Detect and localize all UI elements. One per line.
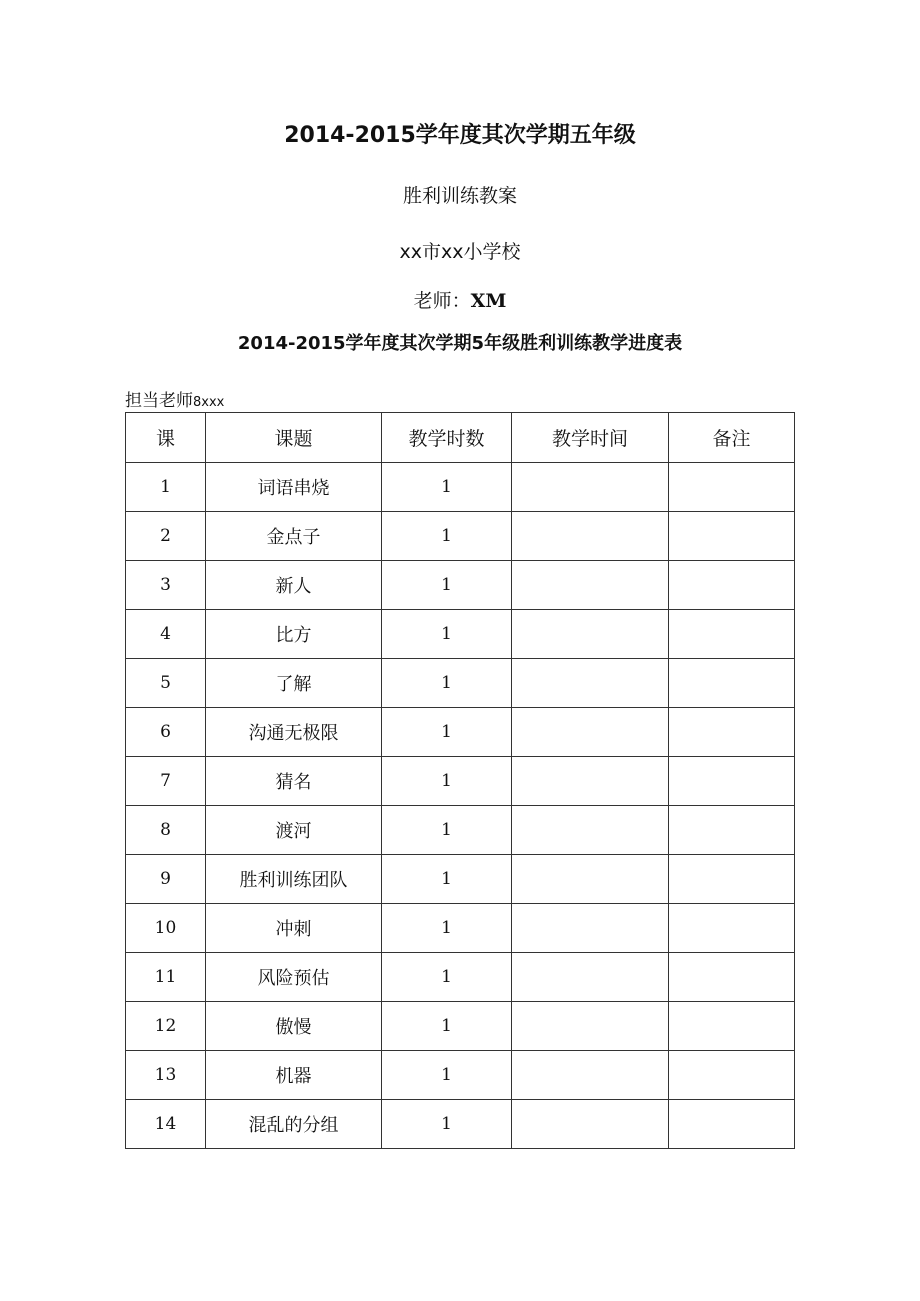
lesson-number-cell: 9 bbox=[126, 855, 206, 904]
hours-cell: 1 bbox=[382, 463, 512, 512]
topic-cell: 比方 bbox=[206, 610, 382, 659]
time-cell bbox=[512, 561, 669, 610]
lesson-number-cell: 13 bbox=[126, 1051, 206, 1100]
lesson-number-cell: 3 bbox=[126, 561, 206, 610]
topic-cell: 胜利训练团队 bbox=[206, 855, 382, 904]
table-row bbox=[126, 561, 795, 610]
lesson-number-cell: 4 bbox=[126, 610, 206, 659]
table-row bbox=[126, 904, 795, 953]
table-row bbox=[126, 512, 795, 561]
topic-cell: 词语串烧 bbox=[206, 463, 382, 512]
note-cell bbox=[669, 904, 795, 953]
school-name: xx市xx小学校 bbox=[399, 241, 521, 263]
column-header-note: 备注 bbox=[669, 413, 795, 463]
topic-cell: 傲慢 bbox=[206, 1002, 382, 1051]
hours-cell: 1 bbox=[382, 855, 512, 904]
topic-cell: 机器 bbox=[206, 1051, 382, 1100]
hours-cell: 1 bbox=[382, 1051, 512, 1100]
topic-cell: 混乱的分组 bbox=[206, 1100, 382, 1149]
schedule-table bbox=[125, 412, 795, 1149]
hours-cell: 1 bbox=[382, 561, 512, 610]
note-cell bbox=[669, 512, 795, 561]
hours-cell: 1 bbox=[382, 953, 512, 1002]
time-cell bbox=[512, 953, 669, 1002]
lesson-number-cell: 2 bbox=[126, 512, 206, 561]
column-header-lesson: 课 bbox=[126, 413, 206, 463]
note-cell bbox=[669, 463, 795, 512]
note-cell bbox=[669, 855, 795, 904]
topic-cell: 渡河 bbox=[206, 806, 382, 855]
hours-cell: 1 bbox=[382, 757, 512, 806]
lesson-number-cell: 5 bbox=[126, 659, 206, 708]
time-cell bbox=[512, 512, 669, 561]
responsible-teacher bbox=[125, 386, 224, 411]
topic-cell: 风险预估 bbox=[206, 953, 382, 1002]
responsible-label: 担当老师 bbox=[125, 391, 193, 411]
topic-cell: 沟通无极限 bbox=[206, 708, 382, 757]
hours-cell: 1 bbox=[382, 610, 512, 659]
note-cell bbox=[669, 561, 795, 610]
time-cell bbox=[512, 463, 669, 512]
teacher-label: 老师： bbox=[413, 290, 471, 312]
lesson-number-cell: 14 bbox=[126, 1100, 206, 1149]
table-row bbox=[126, 708, 795, 757]
topic-cell: 新人 bbox=[206, 561, 382, 610]
document-subtitle: 胜利训练教案 bbox=[402, 185, 517, 207]
time-cell bbox=[512, 1051, 669, 1100]
hours-cell: 1 bbox=[382, 708, 512, 757]
time-cell bbox=[512, 855, 669, 904]
note-cell bbox=[669, 708, 795, 757]
time-cell bbox=[512, 757, 669, 806]
table-header-row bbox=[126, 413, 795, 463]
hours-cell: 1 bbox=[382, 1002, 512, 1051]
lesson-number-cell: 6 bbox=[126, 708, 206, 757]
hours-cell: 1 bbox=[382, 659, 512, 708]
table-row bbox=[126, 610, 795, 659]
table-row bbox=[126, 659, 795, 708]
table-row bbox=[126, 757, 795, 806]
column-header-topic: 课题 bbox=[206, 413, 382, 463]
time-cell bbox=[512, 806, 669, 855]
topic-cell: 金点子 bbox=[206, 512, 382, 561]
table-row bbox=[126, 855, 795, 904]
note-cell bbox=[669, 806, 795, 855]
note-cell bbox=[669, 610, 795, 659]
lesson-number-cell: 10 bbox=[126, 904, 206, 953]
time-cell bbox=[512, 1100, 669, 1149]
time-cell bbox=[512, 1002, 669, 1051]
note-cell bbox=[669, 1100, 795, 1149]
hours-cell: 1 bbox=[382, 1100, 512, 1149]
table-row bbox=[126, 1100, 795, 1149]
table-row bbox=[126, 463, 795, 512]
note-cell bbox=[669, 757, 795, 806]
table-row bbox=[126, 1051, 795, 1100]
note-cell bbox=[669, 1051, 795, 1100]
teacher-name: XM bbox=[470, 290, 507, 312]
lesson-number-cell: 1 bbox=[126, 463, 206, 512]
time-cell bbox=[512, 708, 669, 757]
time-cell bbox=[512, 610, 669, 659]
responsible-code: 8xxx bbox=[193, 395, 225, 410]
lesson-number-cell: 12 bbox=[126, 1002, 206, 1051]
table-row bbox=[126, 953, 795, 1002]
time-cell bbox=[512, 659, 669, 708]
note-cell bbox=[669, 953, 795, 1002]
hours-cell: 1 bbox=[382, 904, 512, 953]
teacher-line bbox=[0, 286, 920, 313]
column-header-time: 教学时间 bbox=[512, 413, 669, 463]
hours-cell: 1 bbox=[382, 806, 512, 855]
topic-cell: 猜名 bbox=[206, 757, 382, 806]
hours-cell: 1 bbox=[382, 512, 512, 561]
lesson-number-cell: 8 bbox=[126, 806, 206, 855]
lesson-number-cell: 7 bbox=[126, 757, 206, 806]
note-cell bbox=[669, 659, 795, 708]
topic-cell: 冲刺 bbox=[206, 904, 382, 953]
column-header-hours: 教学时数 bbox=[382, 413, 512, 463]
time-cell bbox=[512, 904, 669, 953]
note-cell bbox=[669, 1002, 795, 1051]
schedule-body bbox=[126, 463, 795, 1149]
table-row bbox=[126, 1002, 795, 1051]
topic-cell: 了解 bbox=[206, 659, 382, 708]
table-row bbox=[126, 806, 795, 855]
document-title: 2014-2015学年度其次学期五年级 bbox=[284, 123, 636, 148]
schedule-title: 2014-2015学年度其次学期5年级胜利训练教学进度表 bbox=[237, 333, 683, 354]
lesson-number-cell: 11 bbox=[126, 953, 206, 1002]
